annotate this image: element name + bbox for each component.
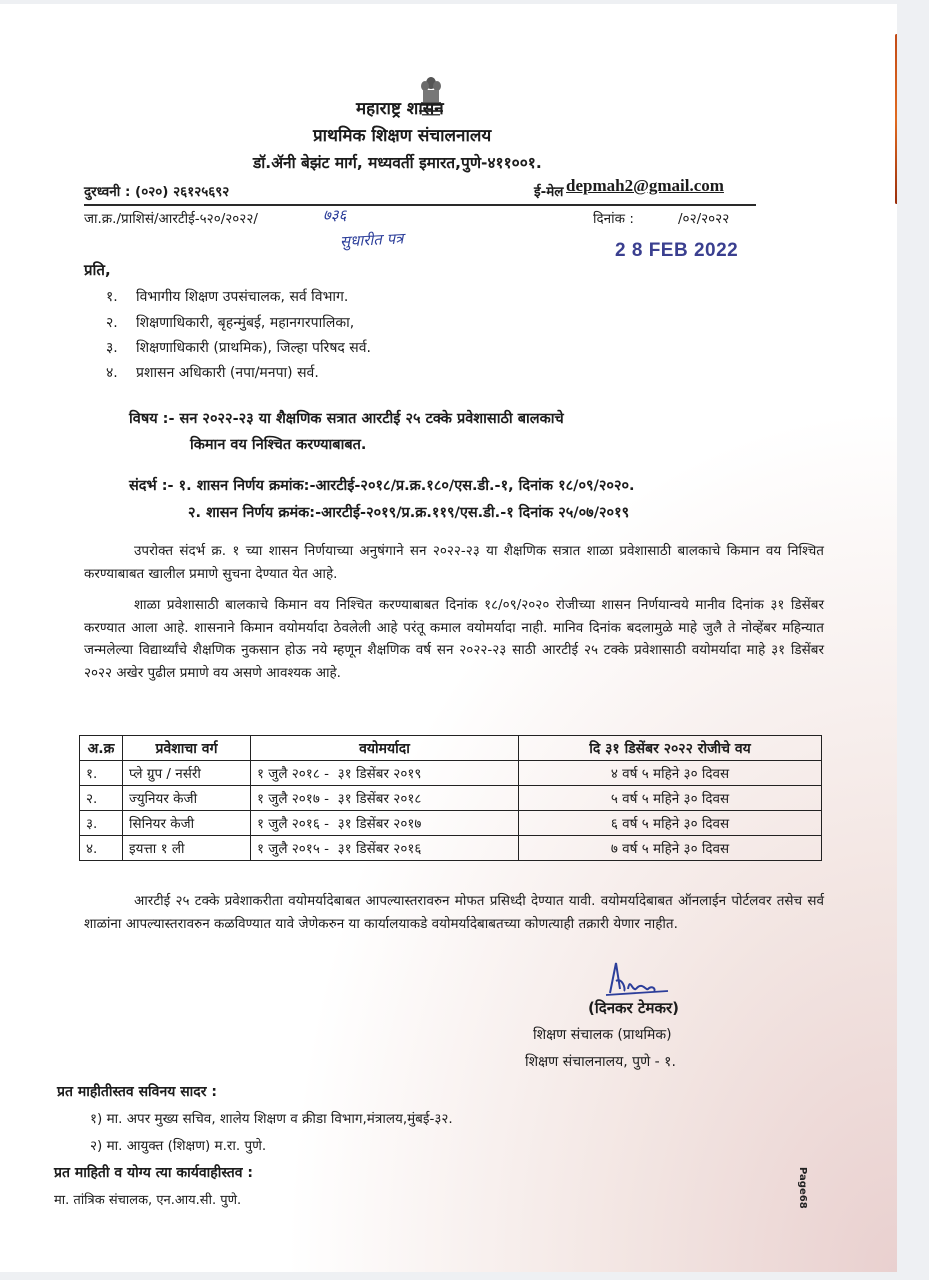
recipient-number: २. <box>106 315 118 331</box>
government-title: महाराष्ट्र शासन <box>356 99 444 119</box>
phone-number: दुरध्वनी : (०२०) २६१२५६९२ <box>84 184 230 200</box>
column-header-age-on-date: दि ३१ डिसेंबर २०२२ रोजीचे वय <box>519 736 822 761</box>
age-limit-table <box>79 735 822 861</box>
body-paragraph-2 <box>84 594 824 684</box>
page-edge-mark <box>895 34 897 204</box>
recipient-text: शिक्षणाधिकारी, बृहन्मुंबई, महानगरपालिका, <box>136 315 355 331</box>
recipient-text: प्रशासन अधिकारी (नपा/मनपा) सर्व. <box>136 365 319 381</box>
cell-class: प्ले ग्रुप / नर्सरी <box>123 761 251 786</box>
recipient-item <box>106 313 354 332</box>
signatory-title: शिक्षण संचालक (प्राथमिक) <box>533 1027 672 1043</box>
subject-line-1: विषय :- सन २०२२-२३ या शैक्षणिक सत्रात आरटीई २५ टक्के प्रवेशासाठी बालकाचे <box>129 411 564 427</box>
office-address: डॉ.ॲनी बेझंट मार्ग, मध्यवर्ती इमारत,पुणे-४११००१. <box>253 154 542 172</box>
table-row <box>80 786 822 811</box>
paragraph-text: शाळा प्रवेशासाठी बालकाचे किमान वय निश्चित करण्याबाबत दिनांक १८/०९/२०२० रोजीच्या शासन निर्णयान्वये मानीव दिनांक ३१ डिसेंबर करण्यात आला आहे. शासनाने किमान वयोमर्यादा ठेवलेली आहे परंतू कमाल वयोमर्यादा नाही. मानिव दिनांक बदलामुळे माहे जुलै ते नोव्हेंबर महिन्यात जन्मलेल्या विद्यार्थ्यांचे शैक्षणिक नुकसान होऊ नये म्हणून शैक्षणिक वर्ष सन २०२२-२३ साठी आरटीई २५ टक्के प्रवेशासाठी वयोमर्यादा माहे ३१ डिसेंबर २०२२ अखेर पुढील प्रमाणे वय असणे आवश्यक आहे. <box>84 597 824 681</box>
signatory-name: (दिनकर टेमकर) <box>588 999 679 1017</box>
column-header-serial: अ.क्र <box>80 736 123 761</box>
range-to: ३१ डिसेंबर २०१६ <box>337 841 422 857</box>
cell-age-range <box>251 786 519 811</box>
paragraph-text: आरटीई २५ टक्के प्रवेशाकरीता वयोमर्यादेबाबत आपल्यास्तरावरुन मोफत प्रसिध्दी देण्यात यावी. वयोमर्यादेबाबत ऑनलाईन पोर्टलवर तसेच सर्व शाळांना आपल्यास्तरावरुन कळविण्यात यावे जेणेकरुन या कार्यालयाकडे वयोमर्यादेबाबतच्या कोणत्याही तक्रारी येणार नाहीत. <box>84 893 824 932</box>
header-divider <box>84 204 756 206</box>
cell-serial: २. <box>80 786 123 811</box>
range-from: १ जुलै २०१७ - <box>257 791 330 807</box>
cell-class: इयत्ता १ ली <box>123 836 251 861</box>
cell-age: ४ वर्ष ५ महिने ३० दिवस <box>519 761 822 786</box>
range-to: ३१ डिसेंबर २०१८ <box>337 791 422 807</box>
cell-serial: ३. <box>80 811 123 836</box>
cell-class: सिनियर केजी <box>123 811 251 836</box>
recipients-label: प्रति, <box>84 261 111 279</box>
copy-for-information-heading: प्रत माहीतीस्तव सविनय सादर : <box>57 1084 217 1100</box>
date-value: /०२/२०२२ <box>678 211 730 227</box>
recipient-item <box>106 363 319 382</box>
table-row <box>80 761 822 786</box>
email-link[interactable]: depmah2@gmail.com <box>566 176 724 195</box>
range-from: १ जुलै २०१८ - <box>257 766 330 782</box>
range-to: ३१ डिसेंबर २०१९ <box>337 766 422 782</box>
cell-age-range <box>251 836 519 861</box>
table-row <box>80 811 822 836</box>
signatory-office: शिक्षण संचालनालय, पुणे - १. <box>525 1054 676 1070</box>
document-page <box>0 4 897 1272</box>
date-stamp: 2 8 FEB 2022 <box>615 240 739 261</box>
recipient-text: शिक्षणाधिकारी (प्राथमिक), जिल्हा परिषद सर्व. <box>136 340 371 356</box>
cell-age-range <box>251 811 519 836</box>
recipient-number: १. <box>106 289 118 305</box>
copy-for-action-heading: प्रत माहिती व योग्य त्या कार्यवाहीस्तव : <box>54 1165 254 1181</box>
paragraph-text: उपरोक्त संदर्भ क्र. १ च्या शासन निर्णयाच्या अनुषंगाने सन २०२२-२३ या शैक्षणिक सत्रात शाळा प्रवेशासाठी बालकाचे किमान वय निश्चित करण्याबाबत खालील प्रमाणे सुचना देण्यात येत आहे. <box>84 543 824 582</box>
range-to: ३१ डिसेंबर २०१७ <box>337 816 422 832</box>
reference-number: जा.क्र./प्राशिसं/आरटीई-५२०/२०२२/ <box>84 211 258 227</box>
page-number-label: Page68 <box>797 1167 808 1209</box>
reference-line-2: २. शासन निर्णय क्रमंक:-आरटीई-२०१९/प्र.क्र.११९/एस.डी.-१ दिनांक २५/०७/२०१९ <box>188 505 630 521</box>
recipient-item <box>106 287 348 306</box>
body-paragraph-1 <box>84 540 824 585</box>
recipient-item <box>106 338 371 357</box>
table-header-row <box>80 736 822 761</box>
signature-mark <box>602 959 672 997</box>
cell-age: ६ वर्ष ५ महिने ३० दिवस <box>519 811 822 836</box>
range-from: १ जुलै २०१५ - <box>257 841 330 857</box>
cell-class: ज्युनियर केजी <box>123 786 251 811</box>
handwritten-outward-number: ७३६ <box>323 206 347 224</box>
cell-serial: १. <box>80 761 123 786</box>
date-label: दिनांक : <box>593 211 634 227</box>
copy-recipient: १) मा. अपर मुख्य सचिव, शालेय शिक्षण व क्रीडा विभाग,मंत्रालय,मुंबई-३२. <box>90 1111 453 1127</box>
reference-line-1: संदर्भ :- १. शासन निर्णय क्रमांक:-आरटीई-२०१८/प्र.क्र.१८०/एस.डी.-१, दिनांक १८/०९/२०२०. <box>129 478 635 494</box>
cell-age: ५ वर्ष ५ महिने ३० दिवस <box>519 786 822 811</box>
column-header-age-range: वयोमर्यादा <box>251 736 519 761</box>
column-header-class: प्रवेशाचा वर्ग <box>123 736 251 761</box>
copy-recipient: २) मा. आयुक्त (शिक्षण) म.रा. पुणे. <box>90 1138 267 1154</box>
email-label: ई-मेल <box>534 184 564 200</box>
range-from: १ जुलै २०१६ - <box>257 816 330 832</box>
department-name: प्राथमिक शिक्षण संचालनालय <box>313 126 492 146</box>
cell-age-range <box>251 761 519 786</box>
recipient-text: विभागीय शिक्षण उपसंचालक, सर्व विभाग. <box>136 289 349 305</box>
cell-serial: ४. <box>80 836 123 861</box>
recipient-number: ३. <box>106 340 118 356</box>
subject-line-2: किमान वय निश्चित करण्याबाबत. <box>190 437 367 453</box>
recipient-number: ४. <box>106 365 118 381</box>
handwritten-note: सुधारीत पत्र <box>339 229 404 251</box>
table-row <box>80 836 822 861</box>
cell-age: ७ वर्ष ५ महिने ३० दिवस <box>519 836 822 861</box>
copy-action-recipient: मा. तांत्रिक संचालक, एन.आय.सी. पुणे. <box>54 1193 242 1208</box>
body-paragraph-3 <box>84 890 824 935</box>
